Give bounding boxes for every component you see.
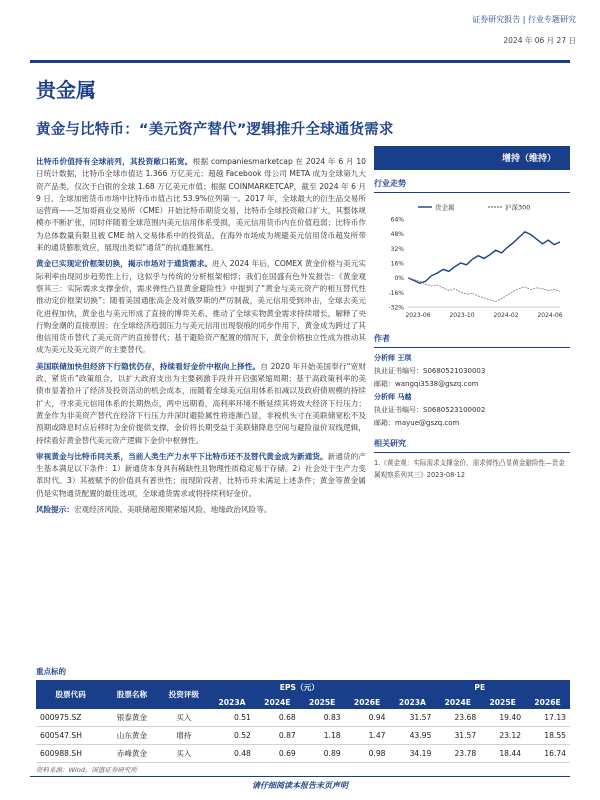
trend-heading: 行业走势 — [374, 178, 570, 193]
col-eps: EPS（元） — [209, 680, 389, 695]
table-cell: 18.55 — [525, 727, 570, 745]
paragraph-1-head: 比特币价值持有全球前列，其投资敞口拓宽。 — [36, 157, 193, 166]
risk-head: 风险提示： — [36, 505, 74, 515]
stock-rating: 买入 — [159, 745, 209, 763]
y-tick-label: -16% — [388, 289, 404, 297]
header-meta — [472, 14, 576, 46]
table-row — [36, 745, 570, 763]
x-tick-label: 2023-06 — [405, 312, 431, 319]
paragraph-4-head: 审视黄金与比特币同关系，当前人类生产力水平下比特币还不及替代黄金成为新通货。 — [36, 451, 328, 461]
table-row — [36, 727, 570, 745]
y-tick-label: -32% — [388, 304, 404, 312]
report-date: 2024 年 06 月 27 日 — [503, 36, 576, 45]
stock-rating: 买入 — [159, 709, 209, 727]
table-source: 资料来源：Wind，国盛证券研究所 — [36, 766, 137, 774]
year-header: 2025E — [300, 695, 345, 709]
x-tick-label: 2023-10 — [449, 312, 475, 319]
table-cell: 43.95 — [390, 727, 436, 745]
year-header: 2026E — [525, 695, 570, 709]
table-cell: 34.19 — [390, 745, 436, 763]
stock-code: 600547.SH — [36, 727, 105, 745]
risk-paragraph — [36, 504, 366, 516]
table-cell: 23.78 — [435, 745, 480, 763]
year-header: 2025E — [480, 695, 525, 709]
stock-code: 000975.SZ — [36, 709, 105, 727]
table-cell: 17.13 — [525, 709, 570, 727]
y-tick-label: 0% — [394, 275, 404, 283]
analyst-1-name: 王琪 — [397, 354, 412, 362]
series-line-1 — [408, 278, 560, 302]
table-cell: 0.98 — [345, 745, 390, 763]
table-cell: 0.48 — [209, 745, 255, 763]
x-tick-label: 2024-06 — [537, 312, 563, 319]
table-row — [36, 709, 570, 727]
col-code: 股票代码 — [36, 680, 105, 709]
table-cell: 18.44 — [480, 745, 525, 763]
table-cell: 0.94 — [345, 709, 390, 727]
paragraph-3 — [36, 361, 366, 447]
rating-badge: 增持（维持） — [374, 146, 570, 170]
table-cell: 31.57 — [435, 727, 480, 745]
section-title: 贵金属 — [36, 78, 96, 102]
paragraph-3-text: 自 2020 年开始美国奉行“宽财政、紧货币”政策组合，以扩大政府支出为主要刺激手段并开启强紧缩周期；基于高政策利率的美债市显著拾升了经济及投资活动的机会成本，而随着全球美元信用体系扣减以及政府债规模的持续扩大，寻求美元信用体系的长期热点，两中远期看，高利率环境不断延续其将效大经济下行压力；黄金作为非美资产替代在经济下行压力并深时避险属性将逐渐凸显，非税机头寸在美联储宽松不及预期或降息时点后移时为金价提供支撑，金价将长期受益于美联储降息空间与避险溢价双线逻辑，持续看好黄金替代美元资产逻辑下金价中枢弹性。 — [36, 361, 367, 445]
table-cell: 0.52 — [209, 727, 255, 745]
table-cell: 0.69 — [255, 745, 300, 763]
analyst-2-cert: S0680523100002 — [423, 406, 486, 414]
legend-label: 沪深300 — [505, 203, 531, 212]
footer-divider — [30, 776, 570, 777]
analyst-1-email-label: 邮箱： — [374, 380, 395, 388]
table-cell: 19.40 — [480, 709, 525, 727]
y-tick-label: 64% — [390, 216, 404, 224]
footer-disclaimer: 请仔细阅读本报告末页声明 — [252, 781, 348, 790]
related-report-1[interactable]: 1.《黄金观：实际需求支撑金价，需求弹性凸显黄金避险性—贵金属观察系列其三》2023-08-12 — [374, 459, 565, 479]
author-heading: 作者 — [374, 333, 570, 348]
analyst-2-name: 马越 — [397, 393, 412, 401]
analyst-2-email[interactable]: mayue@gszq.com — [395, 419, 460, 427]
x-tick-label: 2024-02 — [493, 312, 519, 319]
paragraph-2-text: 进入 2024 年后，COMEX 黄金价格与美元实际利率由现同步趋势性上行，这似乎与传统的分析框架相悖；我们在国盛有色外发报告：《黄金观察其三：实际需求支撑金价，需求弹性凸显黄金避险性》中提到了“黄金与美元资产的相互替代性推动定价框架切换”；随着美国通胀高企及对俄罗斯的严厉制裁，美元信用受到冲击，全球去美元化进程加快，黄金也与美元形成了直接的博弈关系，推动了全球实物黄金需求持续增长，解释了央行购金潮的直接原因；在全球经济趋弱压力与美元信用出现裂痕的同步作用下，黄金成为跨过了其他信用货币替代了美元资产的直接替代；基于避险资产配置的情况下，黄金价格独立性成为推动其成为美元及美元资产的主要替代。 — [36, 259, 366, 355]
paragraph-4 — [36, 451, 366, 500]
trend-chart-svg — [374, 199, 570, 325]
table-cell: 16.74 — [525, 745, 570, 763]
analyst-2-cert-label: 执业证书编号： — [374, 406, 423, 414]
report-type: 证券研究报告 | 行业专题研究 — [472, 15, 576, 24]
table-cell: 23.12 — [480, 727, 525, 745]
paragraph-2-head: 黄金已实现定价框架切换，揭示市场对于通货需求。 — [36, 259, 212, 269]
analyst-1-cert-label: 执业证书编号： — [374, 367, 423, 375]
paragraph-1 — [36, 156, 366, 254]
header-divider — [30, 60, 570, 63]
year-header: 2023A — [209, 695, 255, 709]
series-line-0 — [408, 232, 560, 283]
author-info — [374, 352, 570, 430]
analyst-2-email-label: 邮箱： — [374, 419, 395, 427]
related-heading: 相关研究 — [374, 438, 570, 453]
table-cell: 1.18 — [300, 727, 345, 745]
y-tick-label: 32% — [390, 245, 404, 253]
legend-label: 贵金属 — [435, 203, 455, 212]
stock-name: 银泰黄金 — [105, 709, 158, 727]
table-cell: 0.89 — [300, 745, 345, 763]
col-pe: PE — [390, 680, 570, 695]
table-body — [36, 709, 570, 763]
year-header: 2024E — [255, 695, 300, 709]
paragraph-2 — [36, 258, 366, 356]
col-name: 股票名称 — [105, 680, 158, 709]
sidebar — [374, 146, 570, 481]
table-cell: 1.47 — [345, 727, 390, 745]
year-header: 2024E — [435, 695, 480, 709]
year-header: 2026E — [345, 695, 390, 709]
analyst-1-role: 分析师 — [374, 354, 398, 362]
y-tick-label: 16% — [390, 260, 404, 268]
analyst-1-email[interactable]: wangqi3538@gszq.com — [395, 380, 479, 388]
y-tick-label: 48% — [390, 231, 404, 239]
stock-name: 山东黄金 — [105, 727, 158, 745]
table-cell: 0.68 — [255, 709, 300, 727]
stock-code: 600988.SH — [36, 745, 105, 763]
stock-rating: 增持 — [159, 727, 209, 745]
paragraph-3-head: 美国联储加快但经济下行隐忧仍存，持续看好金价中枢向上择性。 — [36, 361, 261, 371]
key-stocks-table — [36, 680, 570, 763]
col-rating: 投资评级 — [159, 680, 209, 709]
trend-chart — [374, 199, 570, 325]
table-cell: 31.57 — [390, 709, 436, 727]
table-cell: 23.68 — [435, 709, 480, 727]
table-cell: 0.87 — [255, 727, 300, 745]
risk-text: 宏观经济风险、美联储超预期紧缩风险、地缘政治风险等。 — [73, 505, 272, 515]
table-cell: 0.83 — [300, 709, 345, 727]
table-cell: 0.51 — [209, 709, 255, 727]
year-header: 2023A — [390, 695, 436, 709]
paragraph-4-text: 新通货的产生基本满足以下条件：1）新通货本身具有稀缺性且物理性质稳定易于存储。2）社会处于生产力变革时代。3）其被赋予的价值具有普世性；而现阶段者，比特币并未满足上述条件；黄金等黄金属仍是实物通货配置的最佳选项，全球通货需求或将持续利好金价。 — [36, 451, 367, 498]
body-text — [36, 156, 366, 520]
stock-name: 赤峰黄金 — [105, 745, 158, 763]
table-title: 重点标的 — [36, 667, 66, 676]
analyst-2-role: 分析师 — [374, 393, 398, 401]
page-title: 黄金与比特币：“美元资产替代”逻辑推升全球通货需求 — [36, 122, 394, 138]
analyst-1-cert: S0680521030003 — [423, 367, 486, 375]
paragraph-1-text: 根据 companiesmarketcap 在 2024 年 6 月 10 日统计数据，比特币全球市值达 1.366 万亿美元；超越 Facebook 母公司 META 成为全球第九大资产品类，仅次于白银的全球 1.68 万亿美元市值；根据 COINMARKETCAP，截至 2024 年 6 月 9 日，全球加密货币市场中比特币市值占比 53.9%位列第一。2017 年，全球最大的衍生品交易所运营商——芝加哥商业交易所（CME）开始比特币期货交易，比特币全球投资敞口扩大，其整体规模亦不断扩张，同时伴随着全球范围内美元信用体系受损，美元信用货币内在价值趋弱；比特币作为总体数量有限且被 CME 纳入交易体系中的投资品，在海外市场成为规避美元信用货币超发所带来的通货膨胀效应，展现出类似“通货”的抗通胀属性。 — [36, 157, 366, 253]
